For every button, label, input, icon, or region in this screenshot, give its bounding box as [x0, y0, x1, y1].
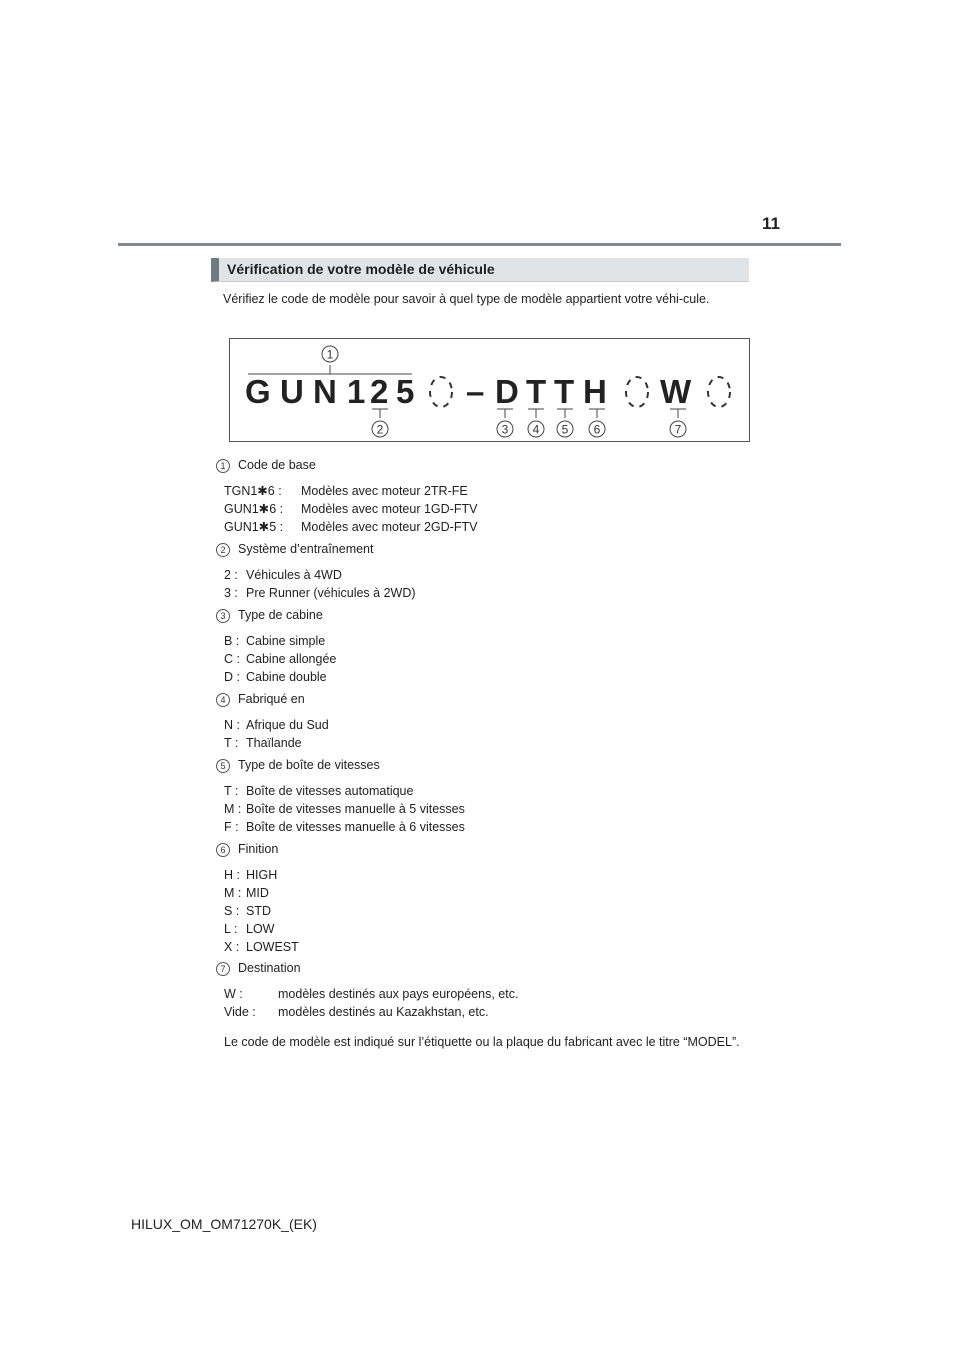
list-item: 2 : Véhicules à 4WD [224, 568, 342, 582]
item-number-badge: 7 [216, 962, 230, 976]
list-item: T : Thaïlande [224, 736, 302, 750]
page-number: 11 [762, 214, 780, 233]
code-char-5: 5 [396, 373, 415, 410]
callout-2 [372, 421, 388, 437]
list-item: C : Cabine allongée [224, 652, 337, 666]
code-char-2: 2 [370, 373, 389, 410]
header-rule [118, 243, 841, 246]
callout-3 [497, 421, 513, 437]
svg-text:3: 3 [501, 422, 509, 437]
code-char-n: N [313, 373, 337, 410]
code-dash: – [466, 373, 485, 410]
code-char-t2: T [554, 373, 575, 410]
item-type-de-cabine [216, 608, 756, 686]
item-number-badge: 1 [216, 459, 230, 473]
list-item: GUN1✱5 : Modèles avec moteur 2GD-FTV [224, 520, 478, 534]
list-item: W : modèles destinés aux pays européens, etc. [224, 987, 519, 1001]
callout-6 [589, 421, 605, 437]
list-item: M : Boîte de vitesses manuelle à 5 vitesses [224, 802, 465, 816]
item-title: Type de cabine [238, 608, 323, 622]
svg-text:5: 5 [561, 422, 569, 437]
list-item: M : MID [224, 886, 269, 900]
section-header [211, 258, 749, 282]
list-item: N : Afrique du Sud [224, 718, 329, 732]
item-number-badge: 2 [216, 543, 230, 557]
model-code-diagram [229, 338, 750, 442]
placeholder-slot-c [708, 377, 730, 407]
callout-tees [372, 409, 686, 418]
item-number-badge: 3 [216, 609, 230, 623]
item-number-badge: 5 [216, 759, 230, 773]
item-type-boite-vitesses [216, 758, 756, 836]
list-item: T : Boîte de vitesses automatique [224, 784, 414, 798]
item-number-badge: 6 [216, 843, 230, 857]
list-item: GUN1✱6 : Modèles avec moteur 1GD-FTV [224, 502, 478, 516]
list-item: X : LOWEST [224, 940, 299, 954]
item-number-badge: 4 [216, 693, 230, 707]
code-char-g: G [245, 373, 271, 410]
svg-text:6: 6 [593, 422, 601, 437]
item-title: Destination [238, 961, 301, 975]
svg-text:2: 2 [376, 422, 384, 437]
code-char-t1: T [526, 373, 547, 410]
item-title: Finition [238, 842, 279, 856]
item-fabrique-en [216, 692, 756, 752]
closing-paragraph: Le code de modèle est indiqué sur l’étiquette ou la plaque du fabricant avec le titre “MODEL”. [224, 1035, 740, 1049]
code-char-d: D [495, 373, 519, 410]
intro-paragraph: Vérifiez le code de modèle pour savoir à quel type de modèle appartient votre véhi-cule. [223, 292, 710, 306]
list-item: B : Cabine simple [224, 634, 326, 648]
svg-text:4: 4 [532, 422, 540, 437]
model-code-svg [230, 339, 751, 443]
placeholder-slot-b [626, 377, 648, 407]
list-item: L : LOW [224, 922, 275, 936]
item-code-de-base [216, 458, 756, 536]
list-item: TGN1✱6 : Modèles avec moteur 2TR-FE [224, 484, 468, 498]
list-item: S : STD [224, 904, 271, 918]
item-destination [216, 961, 756, 1021]
item-title: Code de base [238, 458, 316, 472]
list-item: Vide : modèles destinés au Kazakhstan, etc. [224, 1005, 489, 1019]
list-item: H : HIGH [224, 868, 278, 882]
callout-7 [670, 421, 686, 437]
callout-1 [322, 346, 338, 362]
section-title: Vérification de votre modèle de véhicule [227, 261, 495, 277]
item-finition [216, 842, 756, 956]
footer-doc-id: HILUX_OM_OM71270K_(EK) [131, 1216, 317, 1232]
callout-4 [528, 421, 544, 437]
code-char-u: U [280, 373, 304, 410]
code-char-h: H [583, 373, 607, 410]
svg-text:1: 1 [326, 347, 334, 362]
code-char-1: 1 [347, 373, 366, 410]
item-title: Système d’entraînement [238, 542, 374, 556]
list-item: F : Boîte de vitesses manuelle à 6 vitesses [224, 820, 465, 834]
callout-5 [557, 421, 573, 437]
item-title: Type de boîte de vitesses [238, 758, 380, 772]
svg-text:7: 7 [674, 422, 682, 437]
placeholder-slot-a [430, 377, 452, 407]
list-item: 3 : Pre Runner (véhicules à 2WD) [224, 586, 416, 600]
item-title: Fabriqué en [238, 692, 305, 706]
code-char-w: W [660, 373, 692, 410]
list-item: D : Cabine double [224, 670, 327, 684]
item-systeme-entrainement [216, 542, 756, 602]
